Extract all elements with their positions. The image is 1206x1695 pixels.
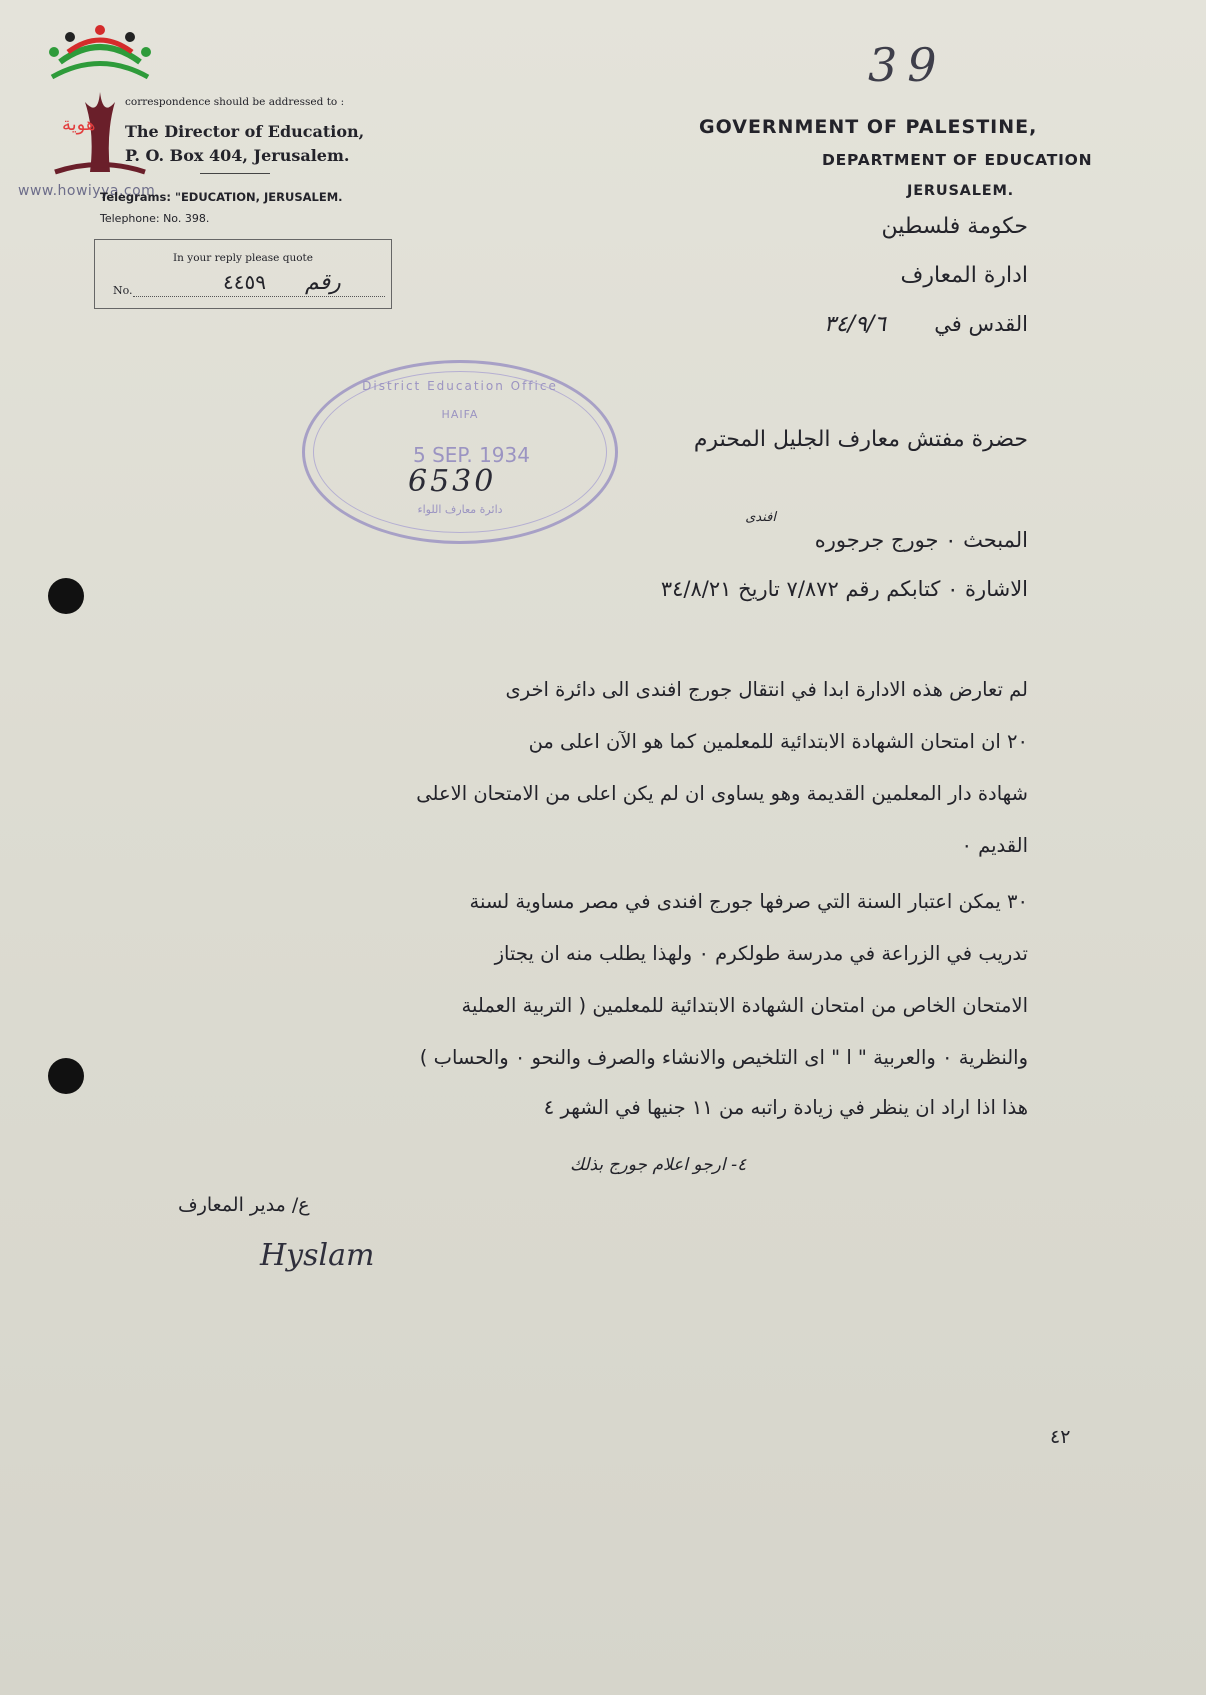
reply-quote-box: [94, 239, 392, 309]
body-line: هذا اذا اراد ان ينظر في زيادة راتبه من ١١ جنيها في الشهر ٤: [543, 1096, 1028, 1119]
stamp-date: 5 SEP. 1934: [413, 443, 530, 467]
director-line: The Director of Education,: [125, 122, 365, 141]
body-line: ٢٠ ان امتحان الشهادة الابتدائية للمعلمين كما هو الآن اعلى من: [528, 730, 1028, 753]
subject-handwritten-note: افندى: [745, 510, 776, 525]
header-divider: [200, 173, 270, 174]
reply-raqm-label: رقم: [305, 270, 341, 295]
logo-watermark-text: هوية: [62, 114, 96, 135]
addressee: حضرة مفتش معارف الجليل المحترم: [693, 427, 1028, 452]
reply-no-label: No.: [113, 284, 133, 297]
stamp-handwritten-number: 6530: [408, 464, 497, 499]
subject-line: المبحث ٠ جورج جرجوره: [814, 528, 1028, 552]
telephone-line: Telephone: No. 398.: [100, 212, 210, 225]
stamp-arabic-text: دائرة معارف اللواء: [417, 503, 503, 516]
reply-dotted-line: [133, 296, 385, 297]
government-title: GOVERNMENT OF PALESTINE,: [699, 116, 1038, 138]
po-box-line: P. O. Box 404, Jerusalem.: [125, 146, 350, 165]
page-number: 39: [868, 38, 947, 92]
reply-quote-title: In your reply please quote: [173, 252, 313, 264]
body-line: والنظرية ٠ والعربية " ا " اى التلخيص والانشاء والصرف والنحو ٠ والحساب ): [419, 1046, 1028, 1069]
body-line: تدريب في الزراعة في مدرسة طولكرم ٠ ولهذا يطلب منه ان يجتاز: [494, 942, 1028, 965]
body-line: الامتحان الخاص من امتحان الشهادة الابتدائية للمعلمين ( التربية العملية: [461, 994, 1028, 1017]
correspondence-note: correspondence should be addressed to :: [125, 96, 345, 108]
reply-number: ٤٤٥٩: [223, 270, 266, 294]
letter-date: ٣٤/٩/٦: [823, 312, 886, 337]
body-line: شهادة دار المعلمين القديمة وهو يساوى ان لم يكن اعلى من الامتحان الاعلى: [416, 782, 1028, 805]
arabic-government: حكومة فلسطين: [881, 214, 1028, 239]
signature: Hyslam: [260, 1238, 375, 1273]
people-icon: [49, 25, 151, 77]
telegrams-line: Telegrams: "EDUCATION, JERUSALEM.: [100, 190, 343, 204]
city-title: JERUSALEM.: [907, 183, 1014, 199]
body-line: القديم ٠: [961, 834, 1028, 857]
department-title: DEPARTMENT OF EDUCATION: [822, 151, 1093, 169]
stamp-office-text: District Education Office: [362, 379, 558, 393]
closing-line: ع/ مدير المعارف: [178, 1194, 310, 1216]
stamp-city: HAIFA: [441, 408, 479, 421]
body-line: لم تعارض هذه الادارة ابدا في انتقال جورج افندى الى دائرة اخرى: [505, 678, 1028, 701]
folio-number: ٤٢: [1050, 1426, 1071, 1448]
handwritten-margin-note: ٤- ارجو اعلام جورج بذلك: [570, 1155, 747, 1175]
reference-line: الاشارة ٠ كتابكم رقم ٧/٨٧٢ تاريخ ٣٤/٨/٢١: [660, 577, 1028, 601]
body-line: ٣٠ يمكن اعتبار السنة التي صرفها جورج افندى في مصر مساوية لسنة: [469, 890, 1028, 913]
arabic-place-label: القدس في: [934, 312, 1028, 336]
punch-hole: [48, 578, 84, 614]
punch-hole: [48, 1058, 84, 1094]
received-stamp: [302, 360, 618, 544]
watermark-site: www.howiyya.com: [18, 183, 156, 199]
arabic-department: ادارة المعارف: [900, 263, 1028, 288]
